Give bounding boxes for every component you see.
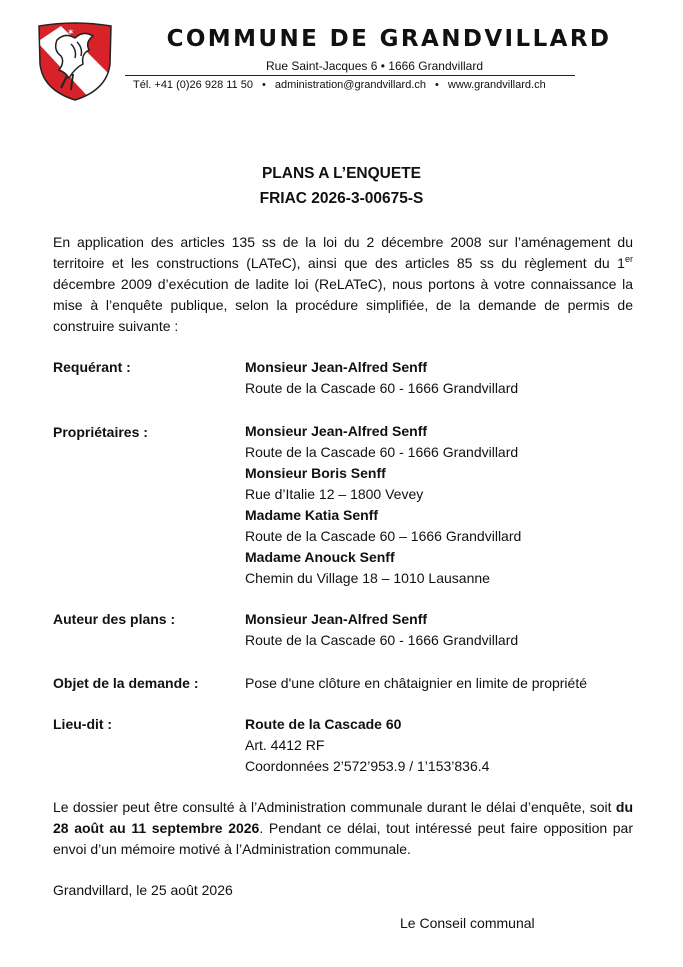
lieu-label: Lieu-dit : xyxy=(53,716,113,732)
proprietaire-address: Route de la Cascade 60 - 1666 Grandvillard xyxy=(245,444,519,460)
proprietaire-name: Madame Anouck Senff xyxy=(245,549,395,565)
requerant-address: Route de la Cascade 60 - 1666 Grandvillard xyxy=(245,380,519,396)
lieu-coordinates: Coordonnées 2’572’953.9 / 1’153’836.4 xyxy=(245,758,490,774)
auteur-name: Monsieur Jean-Alfred Senff xyxy=(245,611,428,627)
proprietaire-name: Monsieur Boris Senff xyxy=(245,465,386,481)
document-reference: FRIAC 2026-3-00675-S xyxy=(259,190,424,207)
auteur-value xyxy=(245,609,518,651)
proprietaires-list xyxy=(245,421,521,589)
intro-text-1: En application des articles 135 ss de la loi du 2 décembre 2008 sur l’aménagement du territoire et les constructions (LATeC), ainsi que des articles 85 ss du règlement du 1 xyxy=(53,234,633,271)
proprietaire-address: Chemin du Village 18 – 1010 Lausanne xyxy=(245,570,490,586)
header-divider xyxy=(125,75,575,76)
closing-text-2: . Pendant ce délai, tout intéressé peut faire opposition par envoi d’un mémoire motivé à l’Administration communale. xyxy=(53,820,634,857)
objet-text: Pose d'une clôture en châtaignier en limite de propriété xyxy=(245,675,587,691)
document-title: PLANS A L’ENQUETE xyxy=(261,165,422,182)
intro-paragraph xyxy=(53,232,633,337)
proprietaire-name: Madame Katia Senff xyxy=(245,507,379,523)
proprietaire-address: Rue d’Italie 12 – 1800 Vevey xyxy=(245,486,424,502)
requerant-name: Monsieur Jean-Alfred Senff xyxy=(245,359,428,375)
requerant-label: Requérant : xyxy=(53,359,131,375)
lieu-article: Art. 4412 RF xyxy=(245,737,325,753)
proprietaires-label: Propriétaires : xyxy=(53,424,148,440)
proprietaire-address: Route de la Cascade 60 – 1666 Grandvillard xyxy=(245,528,522,544)
place-and-date: Grandvillard, le 25 août 2026 xyxy=(53,882,233,898)
closing-paragraph xyxy=(53,797,633,860)
lieu-name: Route de la Cascade 60 xyxy=(245,716,402,732)
intro-text-2: décembre 2009 d’exécution de ladite loi (ReLATeC), nous portons à votre connaissance la mise à l’enquête publique, selon la procédure simplifiée, de la demande de permis de construire suivante : xyxy=(53,276,633,334)
auteur-address: Route de la Cascade 60 - 1666 Grandvillard xyxy=(245,632,519,648)
website-link[interactable]: www.grandvillard.ch xyxy=(447,79,546,91)
contact-line xyxy=(133,79,546,91)
enquete-dates: du 28 août au 11 septembre 2026 xyxy=(53,799,633,836)
closing-text-1: Le dossier peut être consulté à l’Administration communale durant le délai d’enquête, soit xyxy=(53,799,616,815)
intro-superscript: er xyxy=(624,254,633,264)
separator: • xyxy=(261,79,266,91)
objet-value xyxy=(245,673,587,694)
separator: • xyxy=(435,79,439,91)
phone-number: Tél. +41 (0)26 928 11 50 xyxy=(133,79,253,91)
proprietaire-name: Monsieur Jean-Alfred Senff xyxy=(245,423,428,439)
svg-text:✶: ✶ xyxy=(67,28,75,38)
lieu-value xyxy=(245,714,489,777)
email-link[interactable]: administration@grandvillard.ch xyxy=(274,79,427,91)
requerant-value xyxy=(245,357,518,399)
commune-address: Rue Saint-Jacques 6 • 1666 Grandvillard xyxy=(266,59,483,73)
objet-label: Objet de la demande : xyxy=(53,675,199,691)
commune-title: COMMUNE DE GRANDVILLARD xyxy=(166,26,612,52)
commune-crest-logo xyxy=(31,20,119,102)
auteur-label: Auteur des plans : xyxy=(53,611,176,627)
signature: Le Conseil communal xyxy=(400,915,535,931)
